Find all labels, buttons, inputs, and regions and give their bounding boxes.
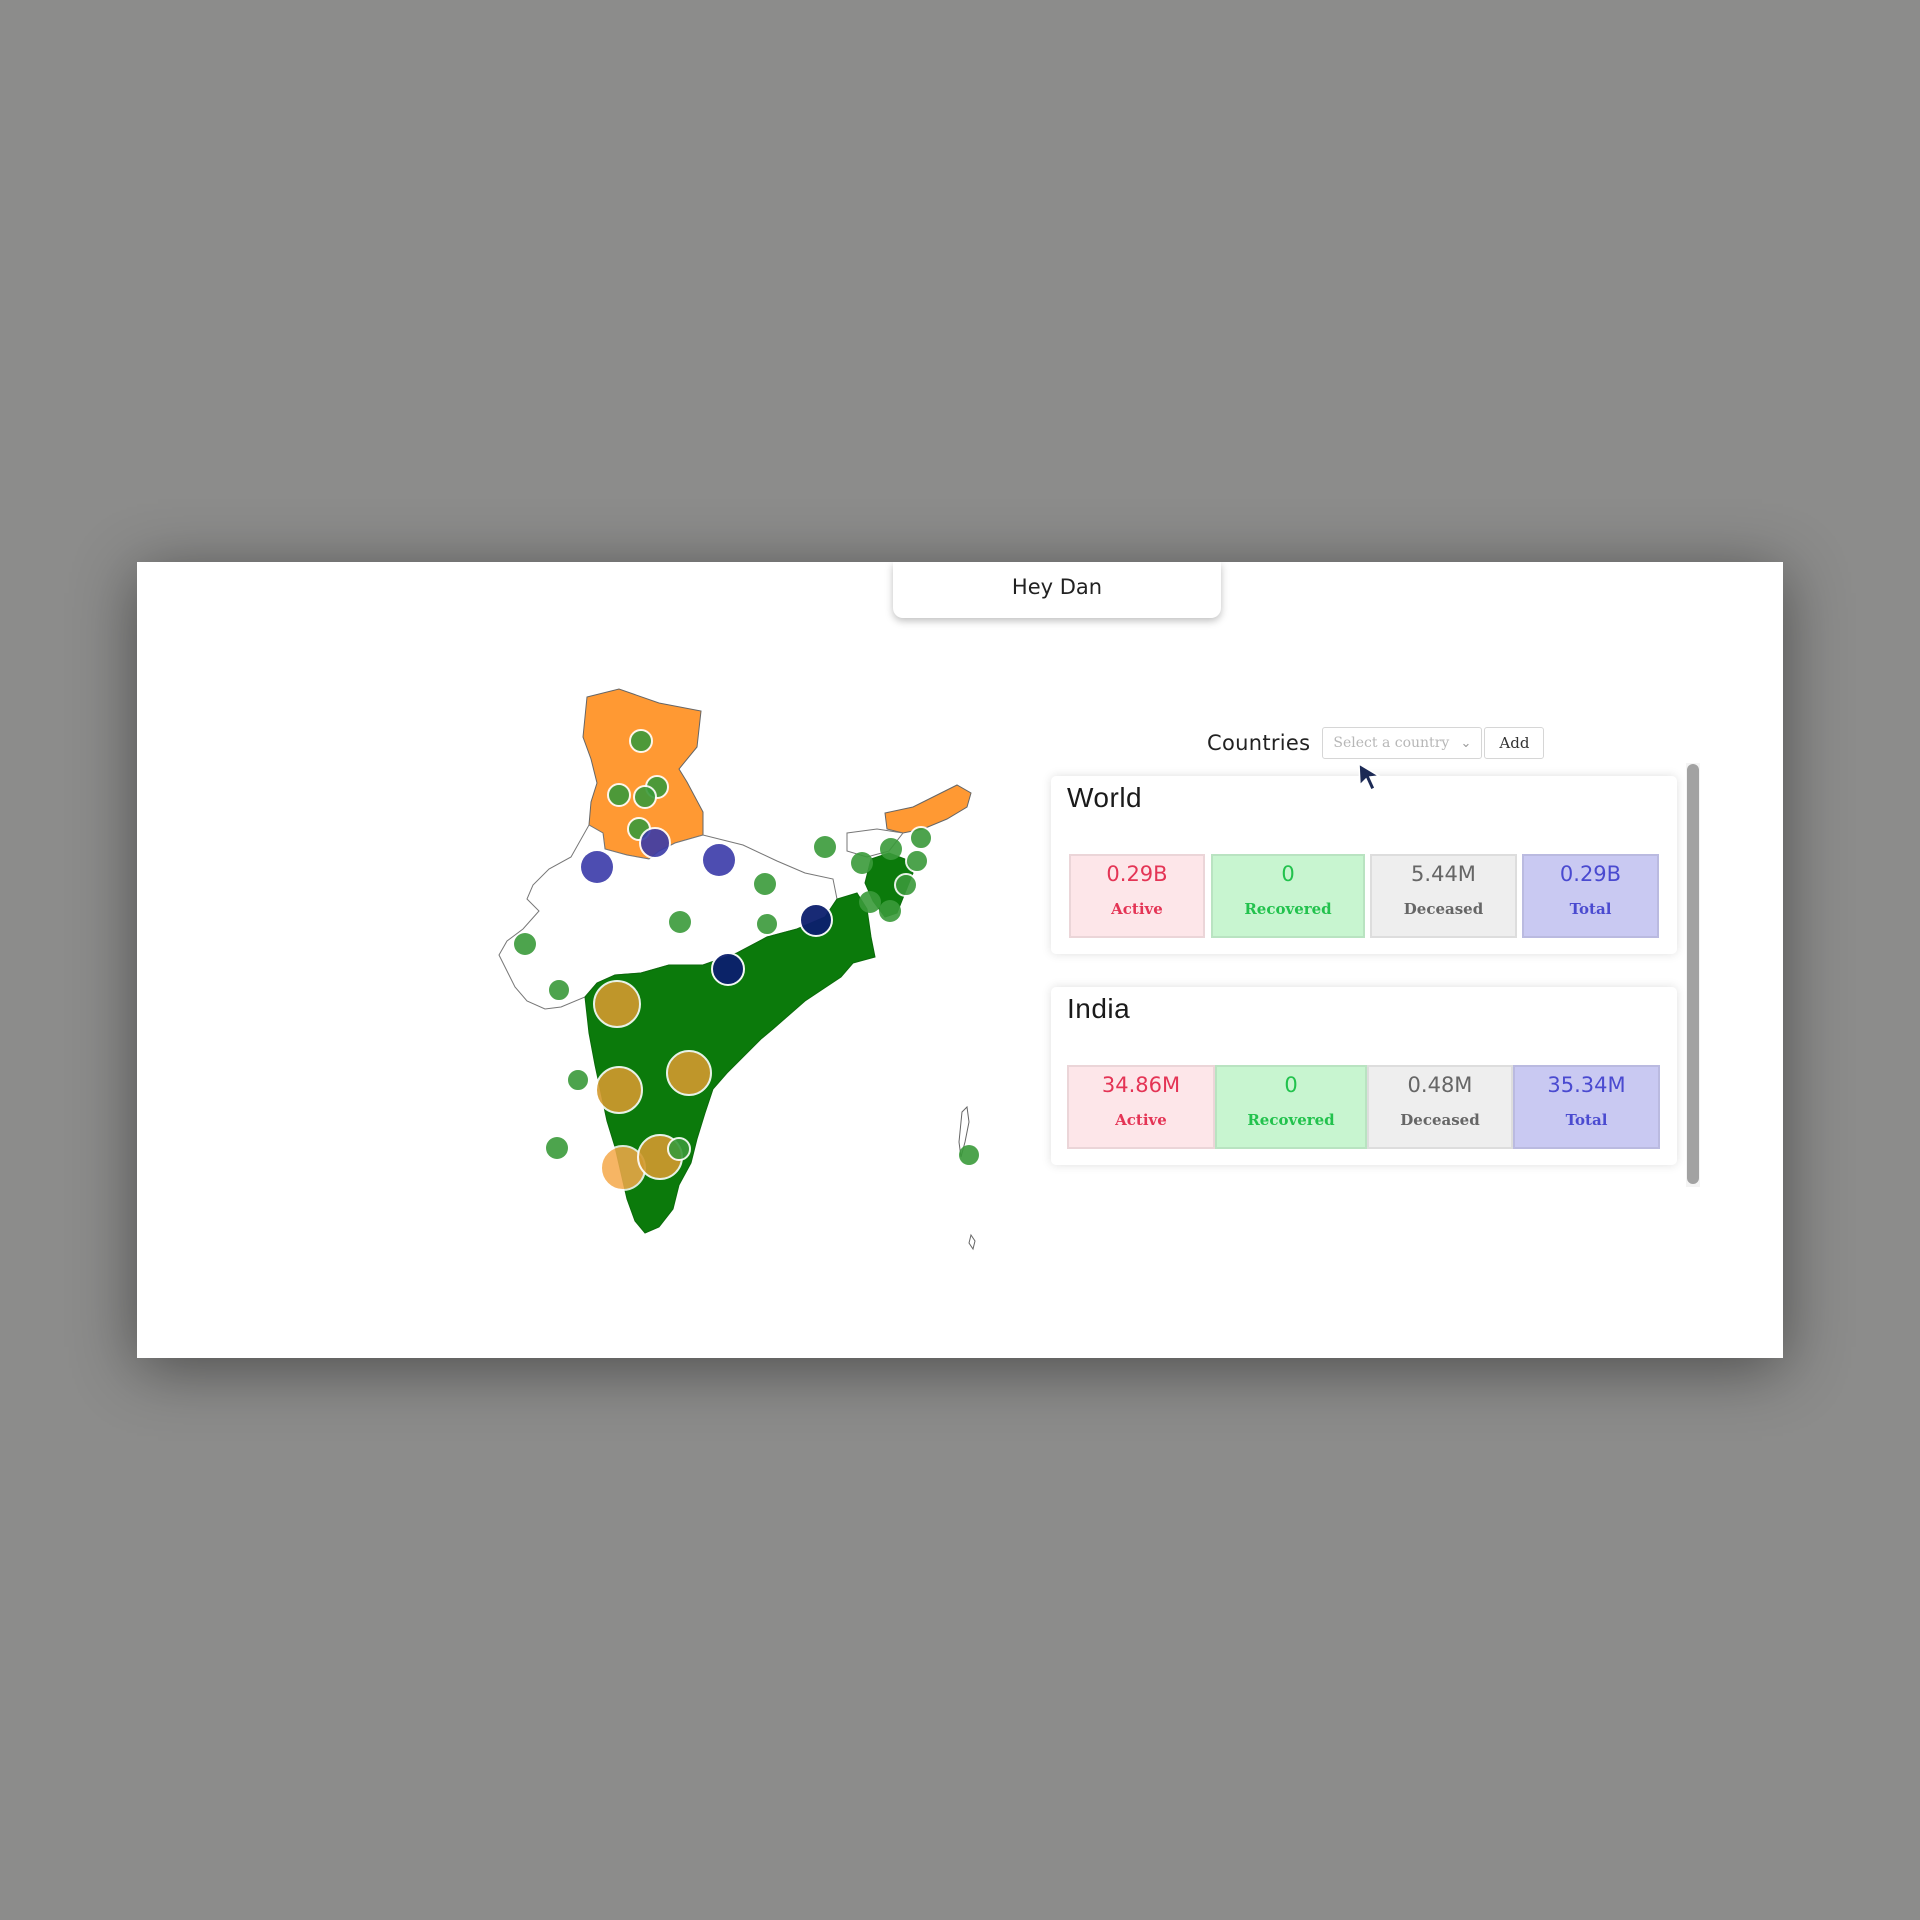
- stat-label: Active: [1111, 900, 1163, 918]
- bubble: [608, 784, 630, 806]
- bubble: [640, 828, 670, 858]
- stat-label: Total: [1569, 900, 1612, 918]
- stat-deceased: [1367, 1065, 1513, 1149]
- bubble: [756, 913, 778, 935]
- bubble: [879, 900, 901, 922]
- stat-recovered: [1211, 854, 1365, 938]
- bubble: [910, 827, 932, 849]
- bubble: [859, 891, 881, 913]
- stat-value: 35.34M: [1547, 1073, 1626, 1097]
- bubble: [754, 873, 776, 895]
- map-region-northeast[interactable]: [885, 785, 971, 833]
- stat-value: 34.86M: [1101, 1073, 1181, 1097]
- scrollbar-thumb[interactable]: [1687, 764, 1699, 1184]
- country-select[interactable]: [1322, 727, 1482, 759]
- country-select-placeholder: Select a country: [1333, 735, 1450, 751]
- stat-label: Deceased: [1400, 1111, 1480, 1129]
- stat-label: Recovered: [1247, 1111, 1335, 1129]
- bubble: [594, 981, 640, 1027]
- bubble: [548, 979, 570, 1001]
- bubble: [800, 904, 832, 936]
- greeting-banner: Hey Dan: [893, 562, 1221, 618]
- stat-active: [1067, 1065, 1215, 1149]
- bubble: [959, 1145, 979, 1165]
- bubble: [906, 850, 928, 872]
- map-islands: [959, 1107, 975, 1249]
- stat-value: 0.48M: [1407, 1073, 1473, 1097]
- stat-recovered: [1215, 1065, 1367, 1149]
- countries-label: Countries: [1207, 731, 1311, 755]
- chevron-down-icon: ⌄: [1460, 735, 1472, 751]
- stat-label: Recovered: [1244, 900, 1332, 918]
- stat-active: [1069, 854, 1205, 938]
- bubble: [596, 1067, 642, 1113]
- bubble: [546, 1137, 568, 1159]
- bubble: [880, 838, 902, 860]
- bubble: [814, 836, 836, 858]
- stats-card-india: [1051, 987, 1677, 1165]
- bubble: [668, 1138, 690, 1160]
- stat-label: Total: [1565, 1111, 1608, 1129]
- stats-card-list[interactable]: [1051, 776, 1679, 1166]
- bubble: [634, 786, 656, 808]
- stat-value: 0.29B: [1106, 862, 1168, 886]
- bubble: [895, 874, 917, 896]
- bubble: [630, 730, 652, 752]
- cursor-icon: [1357, 762, 1383, 792]
- card-title: World: [1067, 782, 1143, 813]
- stat-total: [1522, 854, 1659, 938]
- stat-deceased: [1370, 854, 1517, 938]
- card-title: India: [1067, 993, 1131, 1024]
- card-list-scrollbar[interactable]: [1686, 763, 1700, 1187]
- bubble: [851, 852, 873, 874]
- stat-value: 0: [1284, 1073, 1298, 1097]
- stats-card-world: [1051, 776, 1677, 954]
- india-map[interactable]: [357, 637, 1097, 1337]
- add-country-button[interactable]: Add: [1484, 727, 1544, 759]
- stat-total: [1513, 1065, 1660, 1149]
- bubble: [712, 953, 744, 985]
- bubble: [669, 911, 691, 933]
- bubble: [581, 851, 613, 883]
- app-window: [137, 562, 1783, 1358]
- bubble: [514, 933, 536, 955]
- country-picker: [1207, 726, 1544, 760]
- stat-label: Deceased: [1403, 900, 1484, 918]
- bubble: [667, 1051, 711, 1095]
- bubble: [567, 1069, 589, 1091]
- stat-label: Active: [1115, 1111, 1167, 1129]
- stat-value: 0.29B: [1559, 862, 1622, 886]
- stat-value: 5.44M: [1411, 862, 1476, 886]
- bubble: [703, 844, 735, 876]
- stat-value: 0: [1281, 862, 1295, 886]
